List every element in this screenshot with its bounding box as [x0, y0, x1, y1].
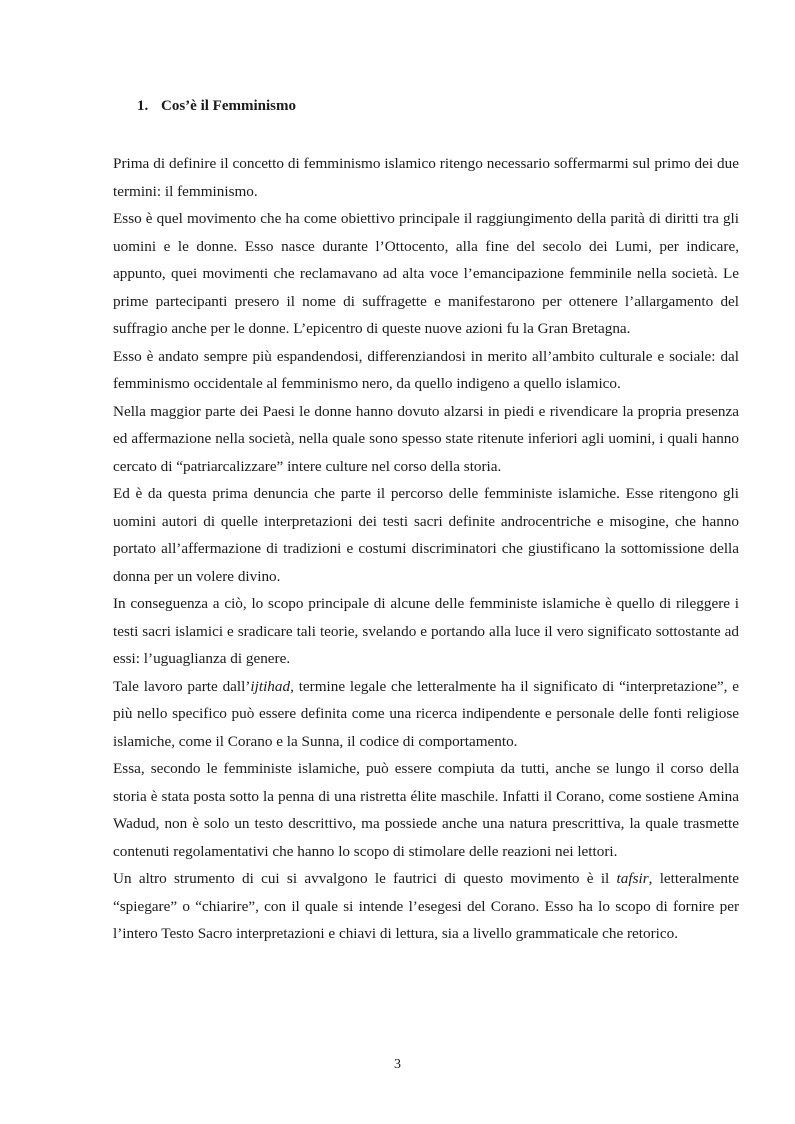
paragraph-text: , letteralmente “spiegare” o “chiarire”, con il quale si intende l’esegesi del Corano. Esso ha lo scopo di fornire per l’intero Testo Sacro interpretazioni e chiavi di lettura, sia a livello grammaticale che retorico. [113, 870, 739, 942]
section-number: 1. [137, 98, 149, 114]
paragraph: Prima di definire il concetto di femminismo islamico ritengo necessario soffermarmi sul primo dei due termini: il femminismo. [113, 155, 739, 200]
section-title: Cos’è il Femminismo [161, 98, 296, 114]
paragraph: Ed è da questa prima denuncia che parte il percorso delle femministe islamiche. Esse ritengono gli uomini autori di quelle interpretazioni dei testi sacri definite androcentriche e misogine, che hanno portato all’affermazione di tradizioni e costumi discriminatori che giustificano la sottomissione della donna per un volere divino. [113, 485, 739, 585]
paragraph-text: Un altro strumento di cui si avvalgono le fautrici di questo movimento è il [113, 870, 617, 887]
paragraph: Essa, secondo le femministe islamiche, può essere compiuta da tutti, anche se lungo il corso della storia è stata posta sotto la penna di una ristretta élite maschile. Infatti il Corano, come sostiene Amina Wadud, non è solo un testo descrittivo, ma possiede anche una natura prescrittiva, la quale trasmette contenuti regolamentativi che hanno lo scopo di stimolare delle reazioni nei lettori. [113, 760, 739, 860]
paragraph-text: termine legale che letteralmente ha il significato di “interpretazione”, e più nello specifico può essere definita come una ricerca indipendente e personale delle fonti religiose islamiche, come il Corano e la Sunna, il codice di comportamento. [113, 677, 739, 750]
section-heading [137, 96, 296, 116]
italic-term: ijtihad, [250, 677, 294, 695]
paragraph: Esso è andato sempre più espandendosi, differenziandosi in merito all’ambito culturale e sociale: dal femminismo occidentale al femminismo nero, da quello indigeno a quello islamico. [113, 347, 739, 392]
italic-term: tafsir [616, 870, 649, 887]
paragraph: Esso è quel movimento che ha come obiettivo principale il raggiungimento della parità di diritti tra gli uomini e le donne. Esso nasce durante l’Ottocento, alla fine del secolo dei Lumi, per indicare, appunto, quei movimenti che reclamavano ad alta voce l’emancipazione femminile nella società. Le prime partecipanti presero il nome di suffragette e manifestarono per ottenere l’allargamento del suffragio anche per le donne. L’epicentro di queste nuove azioni fu la Gran Bretagna. [113, 210, 739, 337]
paragraph: Nella maggior parte dei Paesi le donne hanno dovuto alzarsi in piedi e rivendicare la propria presenza ed affermazione nella società, nella quale sono spesso state ritenute inferiori agli uomini, i quali hanno cercato di “patriarcalizzare” intere culture nel corso della storia. [113, 402, 739, 475]
paragraph [113, 673, 739, 756]
body-text [113, 150, 739, 948]
paragraph: In conseguenza a ciò, lo scopo principale di alcune delle femministe islamiche è quello di rileggere i testi sacri islamici e sradicare tali teorie, svelando e portando alla luce il vero significato sottostante ad essi: l’uguaglianza di genere. [113, 595, 739, 667]
page-number: 3 [394, 1057, 401, 1072]
paragraph-text: Tale lavoro parte dall’ [113, 677, 251, 695]
paragraph [113, 865, 739, 948]
